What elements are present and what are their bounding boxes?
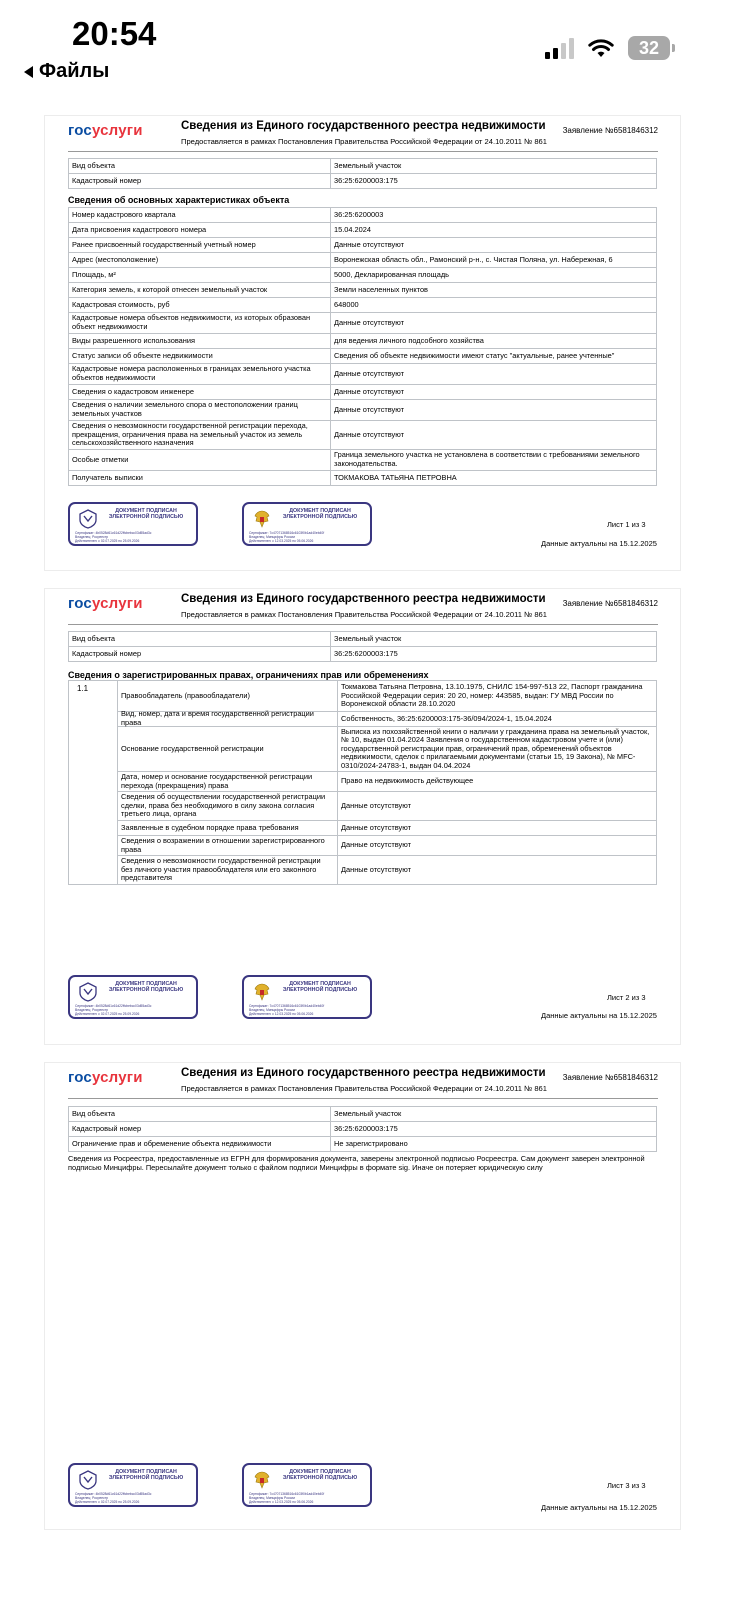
table-row: Кадастровый номер 36:25:6200003:175 [68,174,657,189]
document-subtitle: Предоставляется в рамках Постановления Правительства Российской Федерации от 24.10.2011 № 861 [181,137,547,146]
table-row: Статус записи об объекте недвижимости Сведения об объекте недвижимости имеют статус "актуальные, ранее учтенные" [68,349,657,364]
object-table [68,631,657,662]
encumbrance-table [68,1106,657,1152]
document-subtitle: Предоставляется в рамках Постановления Правительства Российской Федерации от 24.10.2011 № 861 [181,1084,547,1093]
document-subtitle: Предоставляется в рамках Постановления Правительства Российской Федерации от 24.10.2011 № 861 [181,610,547,619]
rosreestr-signature-stamp: ДОКУМЕНТ ПОДПИСАН ЭЛЕКТРОННОЙ ПОДПИСЬЮ Сертификат: 4b0528d61c61d22ffcbebcc03d55ad3c Владелец: Росреестр Действителен: с 02.07.2025 по 25.09.2026 [68,502,198,546]
table-row: Сведения о невозможности государственной регистрации перехода, прекращения, ограничения права на земельный участок из земель сельскохозяйственного назначения Данные отсутствуют [68,421,657,450]
rights-table [68,680,657,885]
mincifry-signature-stamp: ДОКУМЕНТ ПОДПИСАН ЭЛЕКТРОННОЙ ПОДПИСЬЮ Сертификат: 7c47071368516c6103f0b1ad40eb40f Владелец: Минцифры России Действителен: с 12.03.2025 по 05.06.2026 [242,1463,372,1507]
data-actual-date: Данные актуальны на 15.12.2025 [541,1503,657,1512]
record-number: 1.1 [69,681,118,884]
data-actual-date: Данные актуальны на 15.12.2025 [541,1011,657,1020]
wifi-icon [588,38,614,58]
table-row: Сведения о наличии земельного спора о местоположении границ земельных участков Данные отсутствуют [68,400,657,421]
document-page-1 [45,116,680,570]
sheet-number: Лист 1 из 3 [607,520,646,529]
gosuslugi-logo: госуслуги [68,122,143,139]
table-row: Ранее присвоенный государственный учетный номер Данные отсутствуют [68,238,657,253]
table-row: Получатель выписки ТОКМАКОВА ТАТЬЯНА ПЕТРОВНА [68,471,657,486]
table-row: Вид объекта Земельный участок [68,1106,657,1122]
table-row: Виды разрешенного использования для ведения личного подсобного хозяйства [68,334,657,349]
document-page-3 [45,1063,680,1529]
section-title: Сведения об основных характеристиках объекта [68,195,290,205]
back-label: Файлы [39,60,110,82]
table-row: Дата присвоения кадастрового номера 15.04.2024 [68,223,657,238]
table-row: Правообладатель (правообладатели) Токмакова Татьяна Петровна, 13.10.1975, СНИЛС 154-997-513 22, Паспорт гражданина Российской Федерации серия: 20 20, номер: 443585, выдан: ГУ МВД России по Воронежской области 28.10.2020 [118,681,656,712]
table-row: Кадастровые номера расположенных в границах земельного участка объектов недвижимости Данные отсутствуют [68,364,657,385]
table-row: Кадастровый номер 36:25:6200003:175 [68,1122,657,1137]
table-row: Основание государственной регистрации Выписка из похозяйственной книги о наличии у гражданина права на земельный участок, № 10, выдан 01.04.2024 Заявления о государственном кадастровом учете и (или) государственной регистрации прав, ограничений прав, обременений объектов недвижимости, сделок с прилагаемыми документами (статьи 15, 19 Закона), № MFC-0310/2024-24783-1, выдан 04.04.2024 [118,727,656,772]
section-title: Сведения о зарегистрированных правах, ограничениях прав или обременениях [68,670,429,680]
russian-coat-of-arms-icon [252,509,272,529]
application-number: Заявление №6581846312 [562,1073,658,1082]
rosreestr-emblem-icon [78,1470,98,1490]
document-title: Сведения из Единого государственного реестра недвижимости [181,593,546,605]
table-row: Адрес (местоположение) Воронежская область обл., Рамонский р-н., с. Чистая Поляна, ул. Набережная, 6 [68,253,657,268]
page-header [45,116,680,156]
page-header [45,589,680,629]
back-to-files-button[interactable] [24,60,109,83]
table-row: Сведения об осуществлении государственной регистрации сделки, права без необходимого в силу закона согласия третьего лица, органа Данные отсутствуют [118,792,656,821]
table-row: Ограничение прав и обременение объекта недвижимости Не зарегистрировано [68,1137,657,1152]
object-table [68,158,657,189]
sheet-number: Лист 3 из 3 [607,1481,646,1490]
cellular-signal-icon [545,37,574,59]
document-title: Сведения из Единого государственного реестра недвижимости [181,120,546,132]
table-row: Сведения о кадастровом инженере Данные отсутствуют [68,385,657,400]
status-bar [0,0,750,95]
gosuslugi-logo: госуслуги [68,595,143,612]
back-arrow-icon [24,66,33,78]
application-number: Заявление №6581846312 [562,126,658,135]
table-row: Кадастровый номер 36:25:6200003:175 [68,647,657,662]
gosuslugi-logo: госуслуги [68,1069,143,1086]
application-number: Заявление №6581846312 [562,599,658,608]
battery-icon: 32 [628,36,670,60]
page-header [45,1063,680,1103]
mincifry-signature-stamp: ДОКУМЕНТ ПОДПИСАН ЭЛЕКТРОННОЙ ПОДПИСЬЮ Сертификат: 7c47071368516c6103f0b1ad40eb40f Владелец: Минцифры России Действителен: с 12.03.2025 по 05.06.2026 [242,975,372,1019]
table-row: Сведения о невозможности государственной регистрации без личного участия правообладателя или его законного представителя Данные отсутствуют [118,856,656,884]
russian-coat-of-arms-icon [252,1470,272,1490]
table-row: Номер кадастрового квартала 36:25:6200003 [68,207,657,223]
table-row: Сведения о возражении в отношении зарегистрированного права Данные отсутствуют [118,836,656,856]
table-row: Площадь, м² 5000, Декларированная площадь [68,268,657,283]
table-row: Кадастровые номера объектов недвижимости, из которых образован объект недвижимости Данные отсутствуют [68,313,657,334]
russian-coat-of-arms-icon [252,982,272,1002]
table-row: Особые отметки Граница земельного участка не установлена в соответствии с требованиями земельного законодательства. [68,450,657,471]
data-actual-date: Данные актуальны на 15.12.2025 [541,539,657,548]
signature-note: Сведения из Росреестра, предоставленные из ЕГРН для формирования документа, заверены электронной подписью Росреестра. Сам документ заверен электронной подписью Минцифры. Пересылайте документ только с файлом подписи Минцифры в формате sig. Иначе он потеряет юридическую силу [68,1154,645,1172]
table-row: Категория земель, к которой отнесен земельный участок Земли населенных пунктов [68,283,657,298]
rosreestr-emblem-icon [78,982,98,1002]
characteristics-table [68,207,657,486]
table-row: Вид объекта Земельный участок [68,158,657,174]
rosreestr-emblem-icon [78,509,98,529]
rosreestr-signature-stamp: ДОКУМЕНТ ПОДПИСАН ЭЛЕКТРОННОЙ ПОДПИСЬЮ Сертификат: 4b0528d61c61d22ffcbebcc03d55ad3c Владелец: Росреестр Действителен: с 02.07.2025 по 25.09.2026 [68,1463,198,1507]
table-row: Дата, номер и основание государственной регистрации перехода (прекращения) права Право на недвижимость действующее [118,772,656,792]
system-icons [545,36,670,60]
rosreestr-signature-stamp: ДОКУМЕНТ ПОДПИСАН ЭЛЕКТРОННОЙ ПОДПИСЬЮ Сертификат: 4b0528d61c61d22ffcbebcc03d55ad3c Владелец: Росреестр Действителен: с 02.07.2025 по 25.09.2026 [68,975,198,1019]
document-title: Сведения из Единого государственного реестра недвижимости [181,1067,546,1079]
table-row: Заявленные в судебном порядке права требования Данные отсутствуют [118,821,656,836]
table-row: Кадастровая стоимость, руб 648000 [68,298,657,313]
clock: 20:54 [72,15,157,52]
table-row: Вид, номер, дата и время государственной регистрации права Собственность, 36:25:6200003:175-36/094/2024-1, 15.04.2024 [118,712,656,727]
sheet-number: Лист 2 из 3 [607,993,646,1002]
document-page-2 [45,589,680,1044]
mincifry-signature-stamp: ДОКУМЕНТ ПОДПИСАН ЭЛЕКТРОННОЙ ПОДПИСЬЮ Сертификат: 7c47071368516c6103f0b1ad40eb40f Владелец: Минцифры России Действителен: с 12.03.2025 по 05.06.2026 [242,502,372,546]
table-row: Вид объекта Земельный участок [68,631,657,647]
